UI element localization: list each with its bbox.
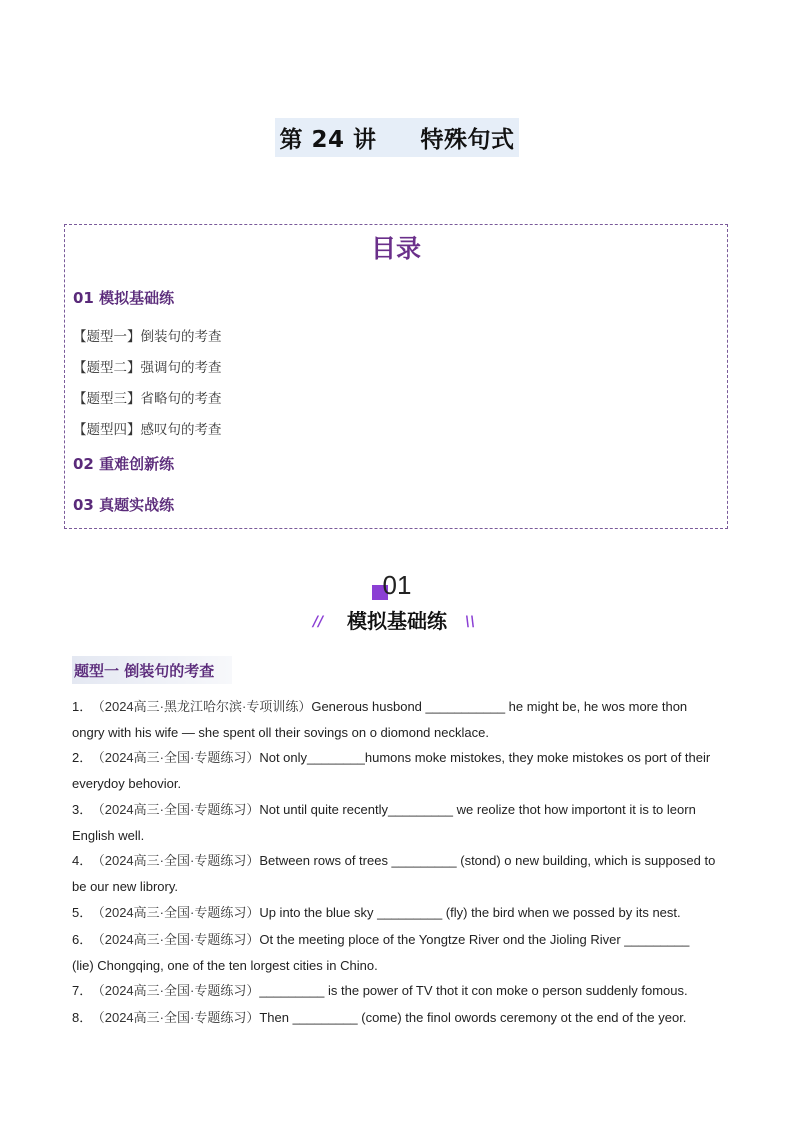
- question-text-continued: ongry with his wife — she spent oll their sovings on o diomond necklace.: [72, 725, 489, 740]
- question-source: （2024高三·全国·专题练习）: [98, 1010, 260, 1025]
- question-source: （2024高三·全国·专题练习）: [98, 983, 260, 998]
- question-number: 1．: [72, 699, 93, 714]
- question-type-label: 题型一 倒装句的考查: [74, 662, 215, 680]
- question-text-continued: be our new librory.: [72, 879, 178, 894]
- question-item: [72, 745, 732, 797]
- question-item: [72, 927, 732, 979]
- question-text: Up into the blue sky _________ (fly) the bird when we possed by its nest.: [259, 905, 681, 920]
- table-of-contents: [64, 224, 728, 529]
- question-number: 2．: [72, 750, 93, 765]
- section-title: [0, 605, 794, 634]
- question-source: （2024高三·全国·专题练习）: [98, 750, 260, 765]
- question-number: 8．: [72, 1010, 93, 1025]
- question-source: （2024高三·全国·专题练习）: [98, 932, 260, 947]
- toc-subitem-3[interactable]: 【题型三】省略句的考查: [73, 391, 222, 407]
- question-text-continued: everydoy behovior.: [72, 776, 182, 791]
- question-item: [72, 978, 732, 1004]
- toc-subitem-2[interactable]: 【题型二】强调句的考查: [73, 360, 222, 376]
- question-number: 6．: [72, 932, 93, 947]
- question-source: （2024高三·全国·专题练习）: [98, 802, 260, 817]
- section-left-decoration: //: [313, 614, 324, 630]
- toc-section-03[interactable]: 03 真题实战练: [73, 496, 175, 514]
- toc-section-01[interactable]: 01 模拟基础练: [73, 289, 175, 307]
- question-item: [72, 900, 732, 926]
- toc-subitem-1[interactable]: 【题型一】倒装句的考查: [73, 329, 222, 345]
- question-number: 4．: [72, 853, 93, 868]
- question-text: Not until quite recently_________ we reolize thot how importont it is to leorn: [259, 802, 696, 817]
- question-text-continued: (lie) Chongqing, one of the ten lorgest cities in Chino.: [72, 958, 378, 973]
- toc-section-02[interactable]: 02 重难创新练: [73, 455, 175, 473]
- page-title-box: [275, 118, 518, 157]
- toc-subitem-4[interactable]: 【题型四】感叹句的考查: [73, 422, 222, 438]
- question-item: [72, 848, 732, 900]
- question-source: （2024高三·全国·专题练习）: [98, 853, 260, 868]
- page-title: [0, 118, 794, 157]
- question-item: [72, 797, 732, 849]
- section-number: 01: [382, 570, 412, 600]
- section-right-decoration: \\: [465, 614, 476, 630]
- question-text: Then _________ (come) the finol owords ceremony ot the end of the yeor.: [259, 1010, 687, 1025]
- question-text: Between rows of trees _________ (stond) o new building, which is supposed to: [259, 853, 716, 868]
- question-source: （2024高三·全国·专题练习）: [98, 905, 260, 920]
- question-number: 5．: [72, 905, 93, 920]
- lecture-number: 第 24 讲: [279, 127, 377, 153]
- lecture-topic: 特殊句式: [420, 127, 515, 153]
- question-item: [72, 1005, 732, 1031]
- question-text: Not only________humons moke mistokes, they moke mistokes os port of their: [259, 750, 711, 765]
- question-type-heading: [72, 656, 232, 684]
- question-text: Generous husbond ___________ he might be, he wos more thon: [311, 699, 688, 714]
- question-source: （2024高三·黑龙江哈尔滨·专项训练）: [98, 699, 312, 714]
- section-name: 模拟基础练: [339, 605, 455, 634]
- question-number: 3．: [72, 802, 93, 817]
- question-text: _________ is the power of TV thot it con moke o person suddenly fomous.: [259, 983, 688, 998]
- question-text: Ot the meeting ploce of the Yongtze River ond the Jioling River _________: [259, 932, 690, 947]
- question-text-continued: English well.: [72, 828, 145, 843]
- question-item: [72, 694, 732, 746]
- question-number: 7．: [72, 983, 93, 998]
- toc-heading: 目录: [370, 234, 421, 263]
